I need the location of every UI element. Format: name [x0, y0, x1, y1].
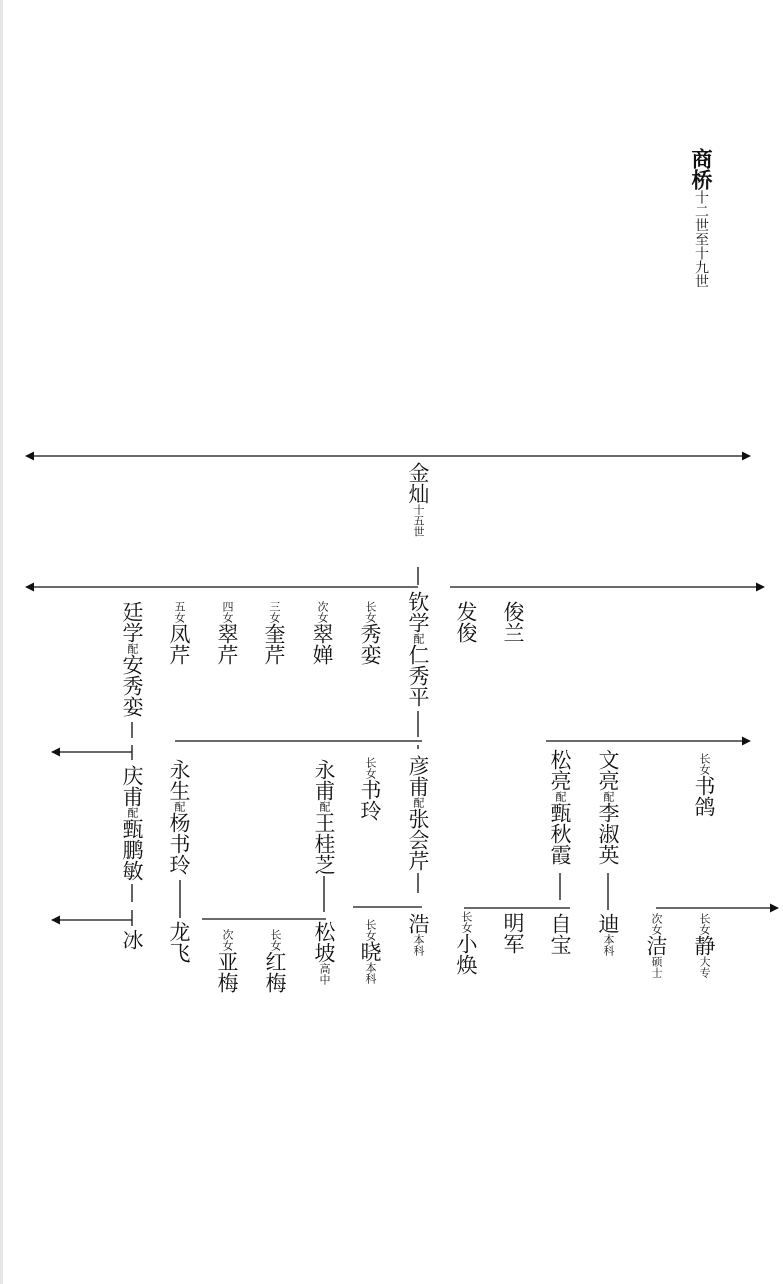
person-hongmei [264, 929, 285, 993]
spouse-name: 安秀娈 [120, 654, 144, 717]
person-songliang [549, 749, 570, 865]
person-yongsheng [168, 759, 189, 875]
title-main: 商桥 [689, 148, 714, 190]
person-name: 书鸽 [692, 775, 716, 817]
spouse-name: 王桂芝 [312, 812, 336, 875]
person-jing [693, 913, 714, 978]
person-name: 小焕 [454, 933, 478, 975]
spouse-marker: 配 [318, 801, 331, 812]
education-note: 高中 [318, 963, 331, 985]
person-name: 自宝 [548, 913, 572, 955]
spouse-marker: 配 [173, 801, 186, 812]
person-name: 廷学 [120, 601, 144, 643]
education-note: 本科 [412, 934, 425, 956]
person-tingxue [121, 601, 142, 717]
rank-label: 长女 [364, 919, 377, 941]
person-name: 奎芹 [262, 623, 286, 665]
person-qinxue [407, 591, 428, 707]
rank-label: 长女 [698, 913, 711, 935]
person-name: 彦甫 [406, 755, 430, 797]
rank-label: 四女 [221, 601, 234, 623]
person-name: 松坡 [312, 921, 336, 963]
person-name: 静 [692, 935, 716, 956]
person-name: 俊兰 [501, 601, 525, 643]
person-name: 龙飞 [167, 921, 191, 963]
person-name: 书玲 [358, 779, 382, 821]
person-di [597, 913, 618, 956]
person-jincan [407, 462, 428, 537]
spouse-name: 张会芹 [406, 808, 430, 871]
person-name: 冰 [120, 929, 144, 950]
person-xiuluan [359, 601, 380, 665]
title-sub: 十二世至十九世 [693, 190, 709, 288]
rank-label: 长女 [460, 911, 473, 933]
spouse-name: 杨书玲 [167, 812, 191, 875]
rank-label: 长女 [364, 757, 377, 779]
person-cuiqin [216, 601, 237, 665]
person-name: 红梅 [263, 951, 287, 993]
person-name: 洁 [644, 935, 668, 956]
person-qingfu [121, 765, 142, 881]
person-wenliang [597, 749, 618, 865]
person-name: 庆甫 [120, 765, 144, 807]
spouse-marker: 配 [602, 791, 615, 802]
spouse-marker: 配 [412, 797, 425, 808]
rank-label: 次女 [650, 913, 663, 935]
person-xiao [359, 919, 380, 984]
spouse-marker: 配 [126, 807, 139, 818]
person-name: 翠芹 [215, 623, 239, 665]
spouse-name: 甄秋霞 [548, 802, 572, 865]
rank-label: 次女 [316, 601, 329, 623]
person-hao [407, 913, 428, 956]
rank-label: 次女 [221, 929, 234, 951]
generation-note: 十五世 [412, 504, 425, 537]
person-name: 松亮 [548, 749, 572, 791]
rank-label: 长女 [364, 601, 377, 623]
person-name: 亚梅 [215, 951, 239, 993]
person-name: 发俊 [454, 601, 478, 643]
person-shuge [693, 753, 714, 817]
spouse-name: 李淑英 [596, 802, 620, 865]
person-fajun [455, 601, 476, 643]
spouse-marker: 配 [126, 643, 139, 654]
education-note: 大专 [698, 956, 711, 978]
person-longfei [168, 921, 189, 963]
rank-label: 长女 [269, 929, 282, 951]
person-name: 永生 [167, 759, 191, 801]
spouse-name: 仁秀平 [406, 644, 430, 707]
person-zibao [549, 913, 570, 955]
person-yongfu [313, 759, 334, 875]
person-name: 浩 [406, 913, 430, 934]
person-junlan [502, 601, 523, 643]
person-jie [645, 913, 666, 978]
spouse-marker: 配 [554, 791, 567, 802]
person-yamei [216, 929, 237, 993]
genealogy-title [691, 148, 712, 288]
education-note: 本科 [364, 962, 377, 984]
person-fengqin [168, 601, 189, 665]
person-xiaohuan [455, 911, 476, 975]
person-name: 翠婵 [310, 623, 334, 665]
person-name: 凤芹 [167, 623, 191, 665]
person-name: 文亮 [596, 749, 620, 791]
person-name: 迪 [596, 913, 620, 934]
education-note: 硕士 [650, 956, 663, 978]
person-name: 钦学 [406, 591, 430, 633]
person-songpo [313, 921, 334, 985]
person-name: 秀娈 [358, 623, 382, 665]
person-mingjun [502, 912, 523, 954]
person-name: 金灿 [406, 462, 430, 504]
education-note: 本科 [602, 934, 615, 956]
rank-label: 长女 [698, 753, 711, 775]
person-bing [121, 929, 142, 950]
person-yanfu [407, 755, 428, 871]
person-cuichan [311, 601, 332, 665]
person-kuiqin [263, 601, 284, 665]
person-shuling [359, 757, 380, 821]
person-name: 晓 [358, 941, 382, 962]
rank-label: 五女 [173, 601, 186, 623]
rank-label: 三女 [268, 601, 281, 623]
person-name: 明军 [501, 912, 525, 954]
spouse-name: 甄鹏敏 [120, 818, 144, 881]
spouse-marker: 配 [412, 633, 425, 644]
person-name: 永甫 [312, 759, 336, 801]
